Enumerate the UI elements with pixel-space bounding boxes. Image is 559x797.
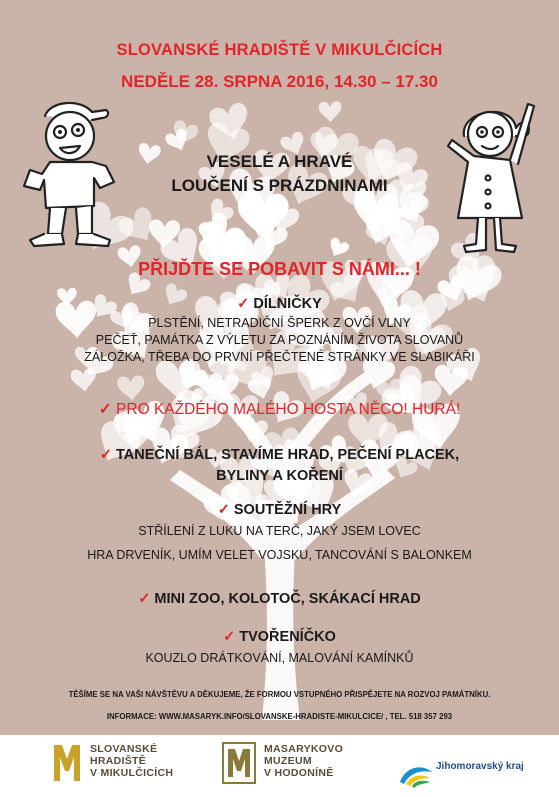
logo1-line: V MIKULČICÍCH	[90, 767, 174, 779]
section-dilnicky-title	[0, 296, 559, 312]
tvorenicko-title-text: TVOŘENÍČKO	[239, 629, 336, 645]
souteze-title-text: SOUTĚŽNÍ HRY	[233, 502, 342, 518]
host-text: PRO KAŽDÉHO MALÉHO HOSTA NĚCO! HURÁ!	[116, 401, 461, 418]
invite-heading: PŘIJĎTE SE POBAVIT S NÁMI... !	[138, 259, 421, 279]
footer-logos	[0, 735, 559, 791]
dilnicky-line: PLSTĚNÍ, NETRADIČNÍ ŠPERK Z OVČÍ VLNY	[148, 316, 411, 330]
tanecni-line1	[0, 447, 559, 463]
heart-icon	[117, 375, 146, 402]
logo1-line: SLOVANSKÉ	[90, 743, 158, 755]
dilnicky-line: PEČEŤ, PAMÁTKA Z VÝLETU ZA POZNÁNÍM ŽIVOTA SLOVANŮ	[95, 333, 464, 347]
check-icon: ✓	[223, 629, 236, 645]
logo1-line: HRADIŠTĚ	[90, 755, 147, 767]
host-line	[0, 400, 559, 419]
logo2-line: MUZEUM	[264, 755, 312, 767]
event-date: NEDĚLE 28. SRPNA 2016, 14.30 – 17.30	[121, 72, 438, 91]
subtitle-line2: LOUČENÍ S PRÁZDNINAMI	[171, 176, 388, 195]
jihomoravsky-kraj-logo-icon	[398, 753, 434, 797]
check-icon: ✓	[138, 591, 151, 607]
dilnicky-line: ZÁLOŽKA, TŘEBA DO PRVNÍ PŘEČTENÉ STRÁNKY VE SLABIKÁŘI	[84, 350, 475, 364]
check-icon: ✓	[217, 502, 230, 518]
logo2-text	[264, 743, 343, 779]
thanks-text: TĚŠÍME SE NA VAŠI NÁVŠTĚVU A DĚKUJEME, ŽE FORMOU VSTUPNÉHO PŘISPĚJETE NA ROZVOJ PAMÁTNÍKU.	[68, 690, 491, 699]
check-icon: ✓	[98, 401, 112, 418]
check-icon: ✓	[99, 447, 112, 463]
logo2-line: MASARYKOVO	[264, 743, 344, 755]
souteze-line: HRA DRVENÍK, UMÍM VELET VOJSKU, TANCOVÁNÍ S BALONKEM	[87, 548, 472, 562]
heart-icon	[325, 236, 350, 260]
tvorenicko-title	[0, 629, 559, 645]
event-title: SLOVANSKÉ HRADIŠTĚ V MIKULČICÍCH	[116, 41, 443, 59]
heart-icon	[319, 101, 343, 123]
zoo-line	[0, 591, 559, 607]
souteze-title	[0, 502, 559, 518]
subtitle-line1: VESELÉ A HRAVÉ	[206, 152, 353, 171]
zoo-text: MINI ZOO, KOLOTOČ, SKÁKACÍ HRAD	[154, 591, 421, 607]
check-icon: ✓	[237, 296, 250, 312]
logo1-text	[90, 743, 173, 779]
logo3-text: Jihomoravský kraj	[436, 761, 524, 772]
dilnicky-title: DÍLNIČKY	[253, 296, 322, 312]
slovanske-hradiste-logo-icon	[52, 741, 82, 785]
info-text: INFORMACE: WWW.MASARYK.INFO/SLOVANSKE-HRADISTE-MIKULCICE/ , TEL. 518 357 293	[106, 712, 453, 721]
logo2-line: V HODONÍNĚ	[264, 767, 334, 779]
masarykovo-muzeum-logo-icon	[222, 741, 256, 785]
tanecni-text: TANEČNÍ BÁL, STAVÍME HRAD, PEČENÍ PLACEK,	[116, 447, 460, 463]
souteze-line: STŘÍLENÍ Z LUKU NA TERČ, JAKÝ JSEM LOVEC	[138, 524, 421, 538]
tvorenicko-line: KOUZLO DRÁTKOVÁNÍ, MALOVÁNÍ KAMÍNKŮ	[145, 651, 414, 665]
tanecni-line2: BYLINY A KOŘENÍ	[216, 468, 343, 484]
